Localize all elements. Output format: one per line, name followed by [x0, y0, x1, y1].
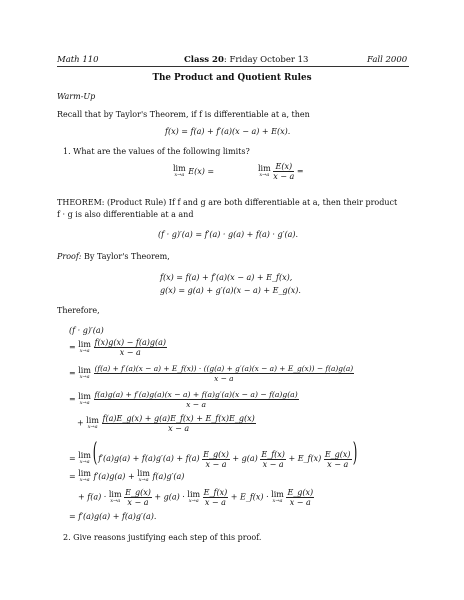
- step-7-frac-2-den: x − a: [204, 498, 226, 507]
- lim-word: lim: [258, 163, 271, 173]
- step-7-frac-2-num: E_f(x): [203, 488, 228, 497]
- derivation-step-7: [78, 488, 314, 507]
- limit-2: [258, 162, 304, 181]
- step-7-frac-3-den: x − a: [289, 498, 311, 507]
- proof-label: Proof:: [57, 252, 82, 261]
- step-6-part-b: f(a)g′(a): [152, 472, 185, 481]
- right-paren: ): [352, 438, 358, 468]
- lim-sub: x→a: [138, 477, 149, 483]
- step-7-frac-1-den: x − a: [127, 498, 149, 507]
- product-rule-equation: (f · g)′(a) = f′(a) · g(a) + f(a) · g′(a).: [158, 230, 299, 239]
- lim-sub: x→a: [79, 347, 90, 354]
- lim-sub: x→a: [79, 477, 90, 483]
- lim-sub: x→a: [79, 399, 90, 406]
- lim-word: lim: [137, 469, 150, 478]
- question-2: 2. Give reasons justifying each step of this proof.: [63, 533, 262, 542]
- lim-word: lim: [78, 339, 91, 349]
- step-5-frac-1-num: E_g(x): [203, 449, 229, 459]
- page-title: The Product and Quotient Rules: [152, 73, 312, 83]
- taylor-g: g(x) = g(a) + g′(a)(x − a) + E_g(x).: [160, 286, 301, 295]
- warmup-intro: Recall that by Taylor's Theorem, if f is differentiable at a, then: [57, 110, 310, 119]
- theorem-line-2: f · g is also differentiable at a and: [57, 210, 194, 219]
- step-7-part-a: + f(a) ·: [78, 492, 107, 502]
- class-date: : Friday October 13: [223, 55, 309, 65]
- eq-sign: =: [69, 472, 76, 481]
- lim-word: lim: [78, 391, 91, 401]
- proof-intro-text: By Taylor's Theorem,: [84, 252, 170, 261]
- step-5-frac-3-num: E_g(x): [324, 449, 351, 459]
- step-1-num: f(x)g(x) − f(a)g(a): [94, 338, 166, 347]
- step-6-part-a: f′(a)g(a) +: [93, 472, 135, 481]
- class-number: Class 20: [184, 55, 224, 65]
- step-7-frac-3-num: E_g(x): [287, 488, 314, 497]
- step-4-num: f(a)E_g(x) + g(a)E_f(x) + E_f(x)E_g(x): [102, 414, 255, 423]
- derivation-step-3: [69, 390, 299, 409]
- step-7-frac-1-num: E_g(x): [125, 488, 151, 497]
- derivation-step-4: [77, 414, 256, 433]
- step-4-den: x − a: [168, 424, 190, 433]
- step-5-frac-2-den: x − a: [262, 459, 284, 469]
- derivation-step-2: [69, 364, 354, 383]
- step-7-part-c: + E_f(x) ·: [230, 492, 269, 502]
- term-label: Fall 2000: [367, 55, 408, 65]
- step-7-part-b: + g(a) ·: [154, 492, 185, 502]
- limit-2-num: E(x): [273, 162, 294, 172]
- lim-sub: x→a: [79, 373, 90, 380]
- taylor-equation: f(x) = f(a) + f′(a)(x − a) + E(x).: [165, 127, 291, 136]
- question-1: 1. What are the values of the following limits?: [63, 147, 250, 156]
- derivation-step-1: [69, 338, 167, 357]
- lim-word: lim: [271, 489, 284, 499]
- step-5-frac-3-den: x − a: [327, 459, 349, 469]
- limit-1-body: E(x) =: [188, 167, 215, 176]
- lim-word: lim: [108, 489, 122, 499]
- lim-sub: x→a: [259, 171, 270, 178]
- limit-2-eq: =: [296, 166, 304, 176]
- step-2-den: x − a: [214, 374, 234, 383]
- eq-sign: =: [69, 368, 76, 378]
- taylor-f: f(x) = f(a) + f′(a)(x − a) + E_f(x),: [160, 273, 293, 282]
- warmup-heading: Warm-Up: [57, 92, 96, 101]
- lim-sub: x→a: [87, 423, 98, 430]
- eq-sign: =: [69, 394, 76, 404]
- derivation-step-5: [69, 438, 356, 469]
- lim-word: lim: [78, 451, 91, 460]
- lim-sub: x→a: [110, 497, 121, 504]
- therefore-label: Therefore,: [57, 306, 100, 315]
- derivation-result: = f′(a)g(a) + f(a)g′(a).: [69, 512, 157, 521]
- lim-word: lim: [173, 164, 186, 173]
- left-paren: (: [92, 438, 97, 468]
- step-5-frac-2-num: E_f(x): [261, 449, 285, 459]
- lim-sub: x→a: [272, 497, 283, 504]
- proof-intro: [57, 252, 170, 261]
- limit-1: [173, 165, 214, 179]
- step-2-num: (f(a) + f′(a)(x − a) + E_f(x)) · ((g(a) + g′(a)(x − a) + E_g(x)) − f(a)g(a): [94, 364, 354, 373]
- derivation-step-6: [69, 470, 184, 484]
- eq-sign: =: [69, 454, 76, 463]
- step-3-num: f(a)g(a) + f′(a)g(a)(x − a) + f(a)g′(a)(x − a) − f(a)g(a): [94, 390, 298, 399]
- lim-sub: x→a: [79, 459, 90, 465]
- derivation-lhs: (f · g)′(a): [69, 326, 104, 335]
- class-info: [184, 55, 308, 65]
- theorem-line-1: THEOREM: (Product Rule) If f and g are both differentiable at a, then their product: [57, 198, 398, 207]
- step-5-frac-1-den: x − a: [205, 459, 227, 469]
- course-label: Math 110: [57, 55, 99, 65]
- eq-sign: =: [69, 342, 76, 352]
- lim-sub: x→a: [188, 497, 199, 504]
- lim-word: lim: [78, 365, 91, 375]
- step-5-part-a: f′(a)g(a) + f(a)g′(a) + f(a): [98, 454, 200, 463]
- plus-sign: +: [77, 418, 84, 428]
- step-5-part-b: + g(a): [232, 454, 258, 463]
- lim-sub: x→a: [174, 172, 185, 178]
- lim-word: lim: [78, 469, 91, 478]
- step-5-part-c: + E_f(x): [288, 454, 322, 463]
- lim-word: lim: [187, 489, 201, 499]
- header-rule: [57, 66, 409, 67]
- step-3-den: x − a: [186, 400, 207, 409]
- limit-2-den: x − a: [273, 172, 295, 181]
- lim-word: lim: [86, 415, 99, 425]
- step-1-den: x − a: [119, 348, 141, 357]
